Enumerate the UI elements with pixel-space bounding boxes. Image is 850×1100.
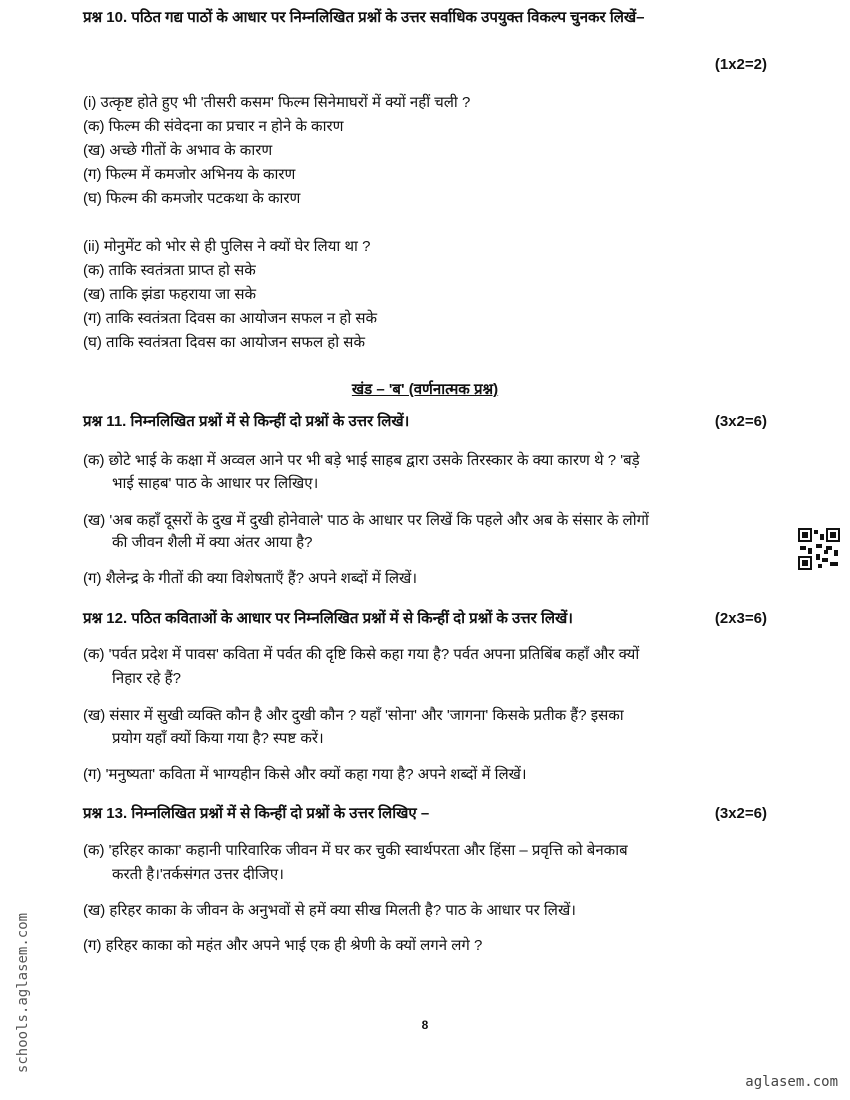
q13-item: (क) 'हरिहर काका' कहानी पारिवारिक जीवन में घर कर चुकी स्वार्थपरता और हिंसा – प्रवृत्ति को बेनकाब	[83, 842, 628, 859]
q10-sub1-question: (i) उत्कृष्ट होते हुए भी 'तीसरी कसम' फिल्म सिनेमाघरों में क्यों नहीं चली ?	[83, 94, 471, 111]
q11-item: (क) छोटे भाई के कक्षा में अव्वल आने पर भी बड़े भाई साहब द्वारा उसके तिरस्कार के क्या कारण थे ? 'बड़े	[83, 452, 640, 469]
q10-heading: प्रश्न 10. पठित गद्य पाठों के आधार पर निम्नलिखित प्रश्नों के उत्तर सर्वाधिक उपयुक्त विकल्प चुनकर लिखें–	[83, 9, 645, 26]
q11-item-cont: की जीवन शैली में क्या अंतर आया है?	[112, 534, 313, 551]
q11-marks: (3x2=6)	[714, 413, 767, 430]
q13-item-cont: करती है।'तर्कसंगत उत्तर दीजिए।	[112, 866, 284, 883]
q10-sub2-question: (ii) मोनुमेंट को भोर से ही पुलिस ने क्यों घेर लिया था ?	[83, 238, 371, 255]
qr-code	[798, 528, 840, 570]
q11-item: (ग) शैलेन्द्र के गीतों की क्या विशेषताएँ हैं? अपने शब्दों में लिखें।	[83, 570, 418, 587]
q11-item: (ख) 'अब कहाँ दूसरों के दुख में दुखी होनेवाले' पाठ के आधार पर लिखें कि पहले और अब के संसार के लोगों	[83, 512, 649, 529]
side-watermark: schools.aglasem.com	[15, 912, 31, 1074]
q13-item: (ख) हरिहर काका के जीवन के अनुभवों से हमें क्या सीख मिलती है? पाठ के आधार पर लिखें।	[83, 902, 576, 919]
section-b-title: खंड – 'ब' (वर्णनात्मक प्रश्न)	[351, 381, 499, 398]
q12-item: (ख) संसार में सुखी व्यक्ति कौन है और दुखी कौन ? यहाँ 'सोना' और 'जागना' किसके प्रतीक हैं? इसका	[83, 707, 624, 724]
q12-item: (ग) 'मनुष्यता' कविता में भाग्यहीन किसे और क्यों कहा गया है? अपने शब्दों में लिखें।	[83, 766, 527, 783]
bottom-watermark: aglasem.com	[745, 1074, 838, 1090]
q10-marks: (1x2=2)	[714, 56, 767, 73]
q12-item-cont: प्रयोग यहाँ क्यों किया गया है? स्पष्ट करें।	[112, 730, 324, 747]
page-number: 8	[421, 1018, 429, 1032]
q10-sub2-option: (क) ताकि स्वतंत्रता प्राप्त हो सके	[83, 262, 256, 279]
section-b-heading	[0, 380, 850, 400]
q10-sub1-option: (क) फिल्म की संवेदना का प्रचार न होने के कारण	[83, 118, 344, 135]
q10-sub1-option: (ग) फिल्म में कमजोर अभिनय के कारण	[83, 166, 296, 183]
q13-item: (ग) हरिहर काका को महंत और अपने भाई एक ही श्रेणी के क्यों लगने लगे ?	[83, 937, 483, 954]
q12-item-cont: निहार रहे हैं?	[112, 670, 181, 687]
q13-marks: (3x2=6)	[714, 805, 767, 822]
q10-sub1-option: (घ) फिल्म की कमजोर पटकथा के कारण	[83, 190, 301, 207]
q11-item-cont: भाई साहब' पाठ के आधार पर लिखिए।	[112, 475, 319, 492]
q13-heading: प्रश्न 13. निम्नलिखित प्रश्नों में से किन्हीं दो प्रश्नों के उत्तर लिखिए –	[83, 805, 430, 822]
q10-sub2-option: (ग) ताकि स्वतंत्रता दिवस का आयोजन सफल न हो सके	[83, 310, 378, 327]
q12-marks: (2x3=6)	[714, 610, 767, 627]
q10-sub1-option: (ख) अच्छे गीतों के अभाव के कारण	[83, 142, 273, 159]
q12-heading: प्रश्न 12. पठित कविताओं के आधार पर निम्नलिखित प्रश्नों में से किन्हीं दो प्रश्नों के उत्तर लिखें।	[83, 610, 573, 627]
q12-item: (क) 'पर्वत प्रदेश में पावस' कविता में पर्वत की दृष्टि किसे कहा गया है? पर्वत अपना प्रतिबिंब कहाँ और क्यों	[83, 646, 640, 663]
q10-sub2-option: (ख) ताकि झंडा फहराया जा सके	[83, 286, 256, 303]
q11-heading: प्रश्न 11. निम्नलिखित प्रश्नों में से किन्हीं दो प्रश्नों के उत्तर लिखें।	[83, 413, 410, 430]
q10-sub2-option: (घ) ताकि स्वतंत्रता दिवस का आयोजन सफल हो सके	[83, 334, 365, 351]
